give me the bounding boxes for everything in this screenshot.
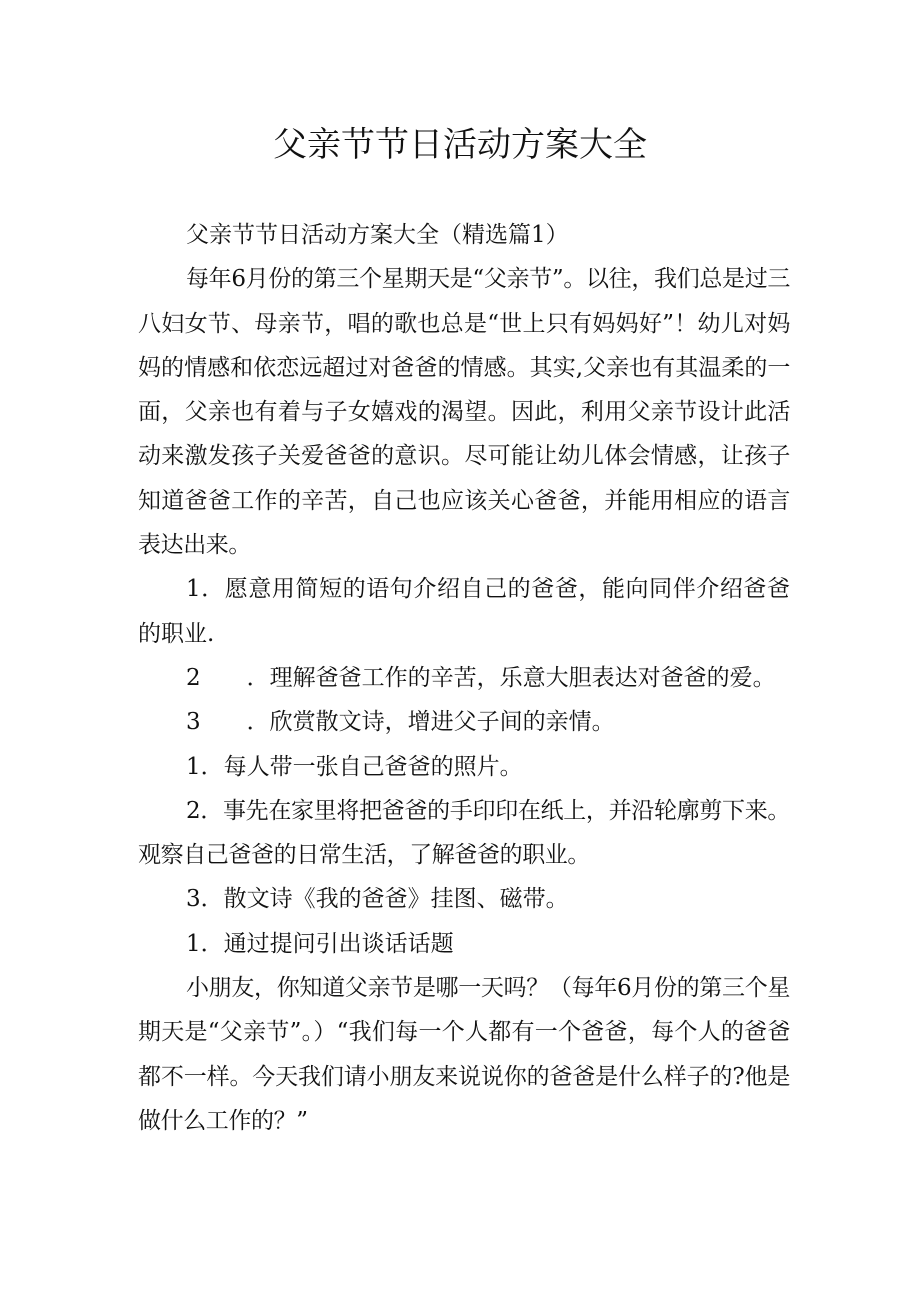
prep-item-1: 1．每人带一张自己爸爸的照片。 [186,753,523,780]
intro-paragraph: 每年6月份的第三个星期天是“父亲节”。以往，我们总是过三八妇女节、母亲节，唱的歌也总是“世上只有妈妈好”！幼儿对妈妈的情感和依恋远超过对爸爸的情感。其实,父亲也有其温柔的一面，父亲也有着与子女嬉戏的渴望。因此，利用父亲节设计此活动来激发孩子关爱爸爸的意识。尽可能让幼儿体会情感，让孩子知道爸爸工作的辛苦，自己也应该关心爸爸，并能用相应的语言表达出来。 [138,266,790,559]
process-paragraph: 小朋友，你知道父亲节是哪一天吗？（每年6月份的第三个星期天是“父亲节”。）“我们每一个人都有一个爸爸，每个人的爸爸都不一样。今天我们请小朋友来说说你的爸爸是什么样子的?他是做什么工作的？” [138,975,790,1134]
goal-item-3: 3 ．欣赏散文诗，增进父子间的亲情。 [186,709,615,736]
process-item-1: 1．通过提问引出谈话话题 [186,930,454,957]
goal-item-1: 1．愿意用简短的语句介绍自己的爸爸，能向同伴介绍爸爸的职业. [138,576,790,647]
section-heading: 父亲节节日活动方案大全（精选篇1） [186,222,569,248]
prep-item-3: 3．散文诗《我的爸爸》挂图、磁带。 [186,886,569,913]
goal-item-2: 2 ．理解爸爸工作的辛苦，乐意大胆表达对爸爸的爱。 [186,664,776,691]
prep-item-2: 2．事先在家里将把爸爸的手印印在纸上，并沿轮廓剪下来。观察自己爸爸的日常生活，了解爸爸的职业。 [138,797,790,869]
document-body [138,213,790,1143]
document-title: 父亲节节日活动方案大全 [273,125,647,165]
